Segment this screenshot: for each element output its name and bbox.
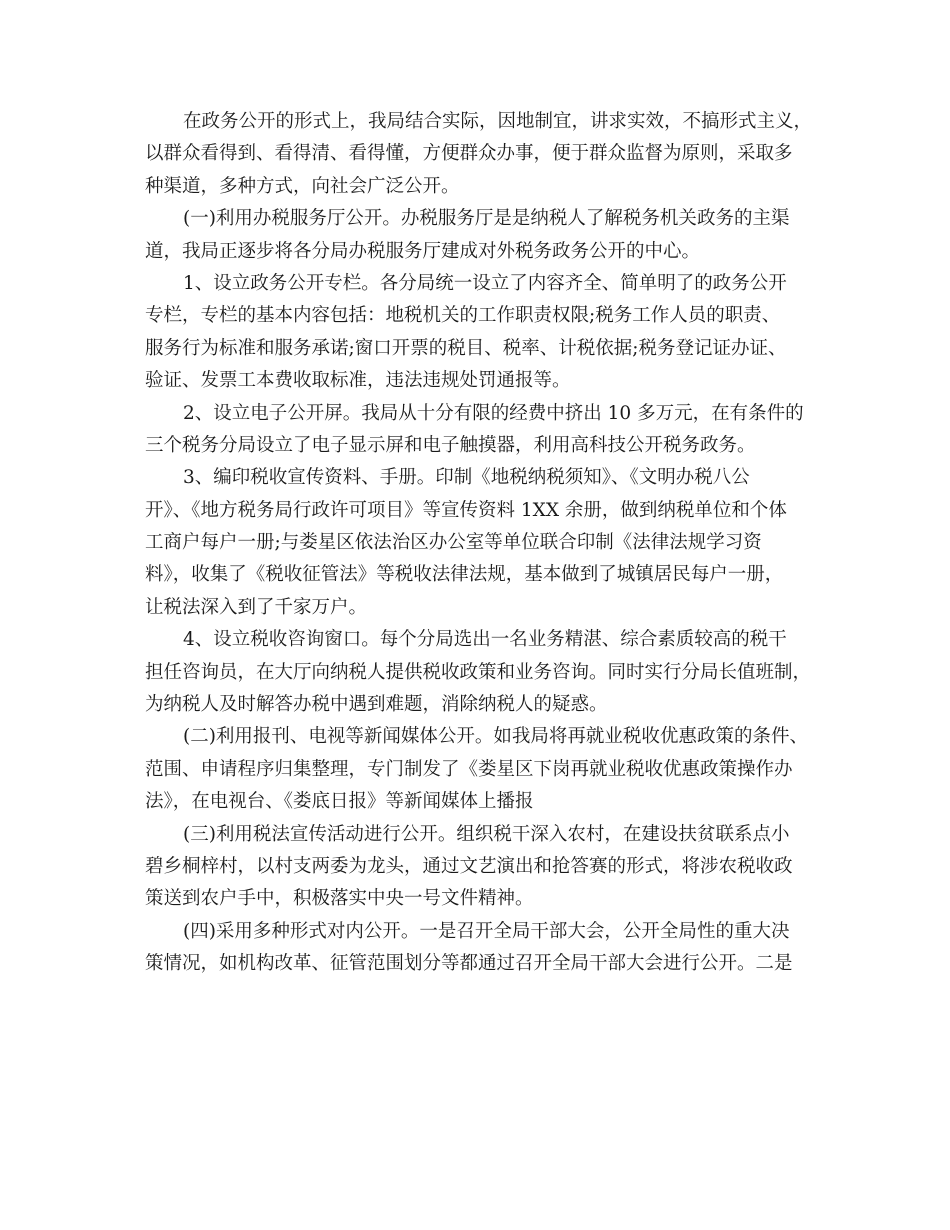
text-line: (二)利用报刊、电视等新闻媒体公开。如我局将再就业税收优惠政策的条件、 (183, 726, 808, 748)
paragraph-2 (145, 203, 820, 268)
text-line: (一)利用办税服务厅公开。办税服务厅是是纳税人了解税务机关政务的主渠 (183, 208, 790, 230)
text-line: (四)采用多种形式对内公开。一是召开全局干部大会，公开全局性的重大决 (183, 920, 790, 942)
text-line: 开》、《地方税务局行政许可项目》等宣传资料 1XX 余册，做到纳税单位和个体 (145, 499, 787, 521)
paragraph-9 (145, 916, 820, 981)
text-line: 以群众看得到、看得清、看得懂，方便群众办事，便于群众监督为原则，采取多 (145, 143, 793, 165)
text-line: 为纳税人及时解答办税中遇到难题，消除纳税人的疑惑。 (145, 694, 608, 716)
text-line: (三)利用税法宣传活动进行公开。组织税干深入农村，在建设扶贫联系点小 (183, 823, 790, 845)
text-line: 在政务公开的形式上，我局结合实际，因地制宜，讲求实效，不搞形式主义， (183, 111, 813, 132)
text-line: 专栏，专栏的基本内容包括：地税机关的工作职责权限;税务工作人员的职责、 (145, 305, 781, 327)
text-line: 让税法深入到了千家万户。 (145, 596, 368, 618)
paragraph-5 (145, 462, 820, 624)
paragraph-7 (145, 721, 820, 818)
text-line: 道，我局正逐步将各分局办税服务厅建成对外税务政务公开的中心。 (145, 240, 701, 262)
text-line: 范围、申请程序归集整理，专门制发了《娄星区下岗再就业税收优惠政策操作办 (145, 758, 793, 780)
text-line: 料》，收集了《税收征管法》等税收法律法规，基本做到了城镇居民每户一册， (145, 564, 784, 586)
paragraph-6 (145, 624, 820, 721)
paragraph-1 (145, 106, 820, 203)
text-line: 2、设立电子公开屏。我局从十分有限的经费中挤出 10 多万元，在有条件的 (183, 402, 804, 424)
text-line: 3、编印税收宣传资料、手册。印制《地税纳税须知》、《文明办税八公 (183, 467, 750, 489)
text-line: 验证、发票工本费收取标准，违法违规处罚通报等。 (145, 370, 571, 392)
text-line: 三个税务分局设立了电子显示屏和电子触摸器，利用高科技公开税务政务。 (145, 434, 756, 456)
text-line: 担任咨询员，在大厅向纳税人提供税收政策和业务咨询。同时实行分局长值班制， (145, 661, 812, 683)
paragraph-3 (145, 268, 820, 398)
paragraph-4 (145, 398, 820, 463)
text-line: 碧乡桐梓村，以村支两委为龙头，通过文艺演出和抢答赛的形式，将涉农税收政 (145, 855, 793, 877)
text-line: 策情况，如机构改革、征管范围划分等都通过召开全局干部大会进行公开。二是 (145, 953, 793, 975)
text-line: 4、设立税收咨询窗口。每个分局选出一名业务精湛、综合素质较高的税干 (183, 629, 787, 651)
text-line: 工商户每户一册;与娄星区依法治区办公室等单位联合印制《法律法规学习资 (145, 532, 762, 554)
text-line: 策送到农户手中，积极落实中央一号文件精神。 (145, 888, 534, 910)
text-line: 服务行为标准和服务承诺;窗口开票的税目、税率、计税依据;税务登记证办证、 (145, 337, 787, 359)
paragraph-8 (145, 819, 820, 916)
text-line: 种渠道，多种方式，向社会广泛公开。 (145, 175, 460, 197)
text-line: 1、设立政务公开专栏。各分局统一设立了内容齐全、简单明了的政务公开 (183, 272, 787, 294)
text-line: 法》，在电视台、《娄底日报》等新闻媒体上播报 (145, 791, 534, 813)
